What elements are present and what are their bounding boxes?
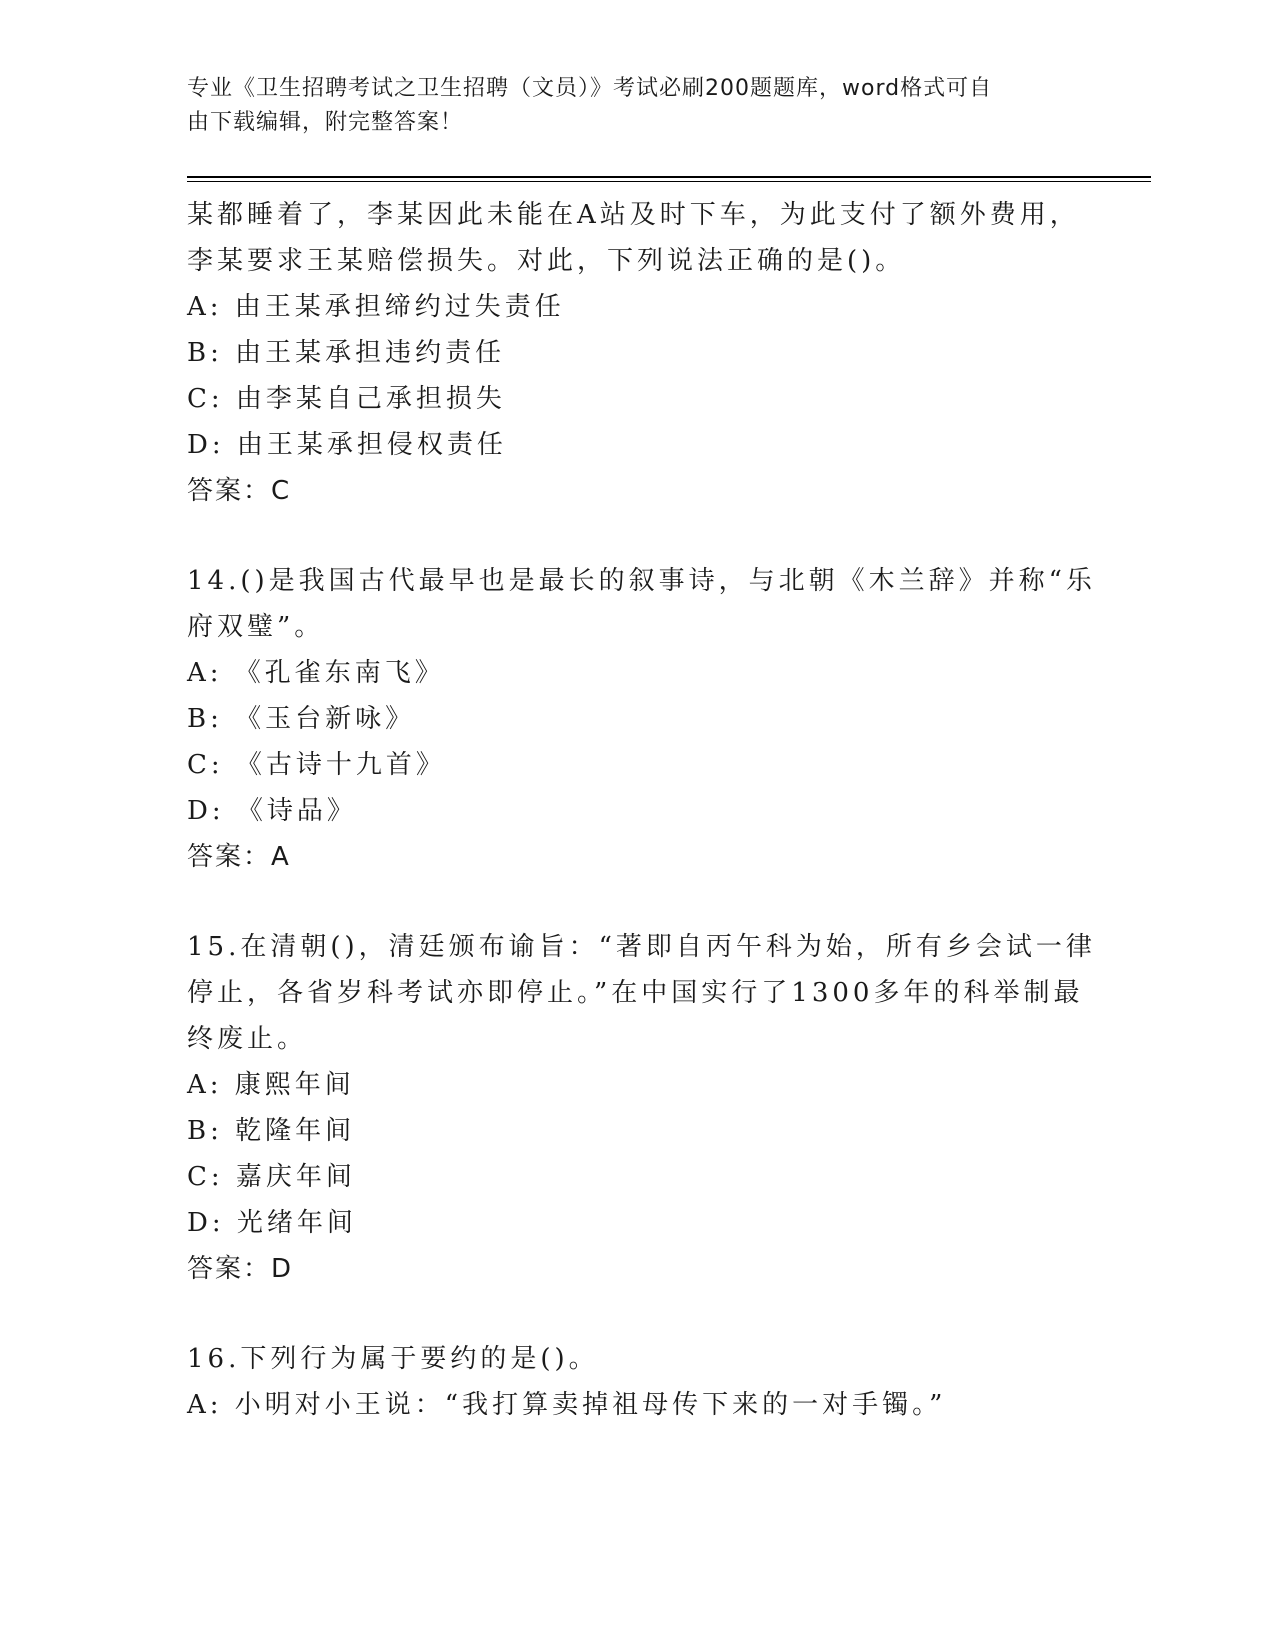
header-rule-thick [187, 176, 1151, 178]
document-header [187, 72, 1067, 140]
question-stem: 李某要求王某赔偿损失。对此，下列说法正确的是()。 [187, 246, 906, 276]
answer-line: 答案：C [187, 476, 292, 506]
option-b: B: 《玉台新咏》 [187, 704, 416, 734]
question-stem: 15.在清朝()，清廷颁布谕旨：“著即自丙午科为始，所有乡会试一律 [187, 932, 1096, 962]
option-b: B: 乾隆年间 [187, 1116, 356, 1146]
question-stem: 终废止。 [187, 1024, 308, 1054]
option-d: D: 《诗品》 [187, 796, 357, 826]
question-list [187, 192, 1096, 1428]
question-stem: 府双璧”。 [187, 612, 325, 642]
question-16 [187, 1336, 1087, 1428]
option-d: D: 光绪年间 [187, 1208, 357, 1238]
option-a: A: 小明对小王说：“我打算卖掉祖母传下来的一对手镯。” [187, 1390, 947, 1420]
option-d: D: 由王某承担侵权责任 [187, 430, 507, 460]
answer-line: 答案：A [187, 842, 291, 872]
question-15 [187, 924, 1096, 1292]
header-line-2: 由下载编辑，附完整答案！ [187, 110, 464, 135]
header-rule-thin [187, 181, 1151, 182]
option-c: C: 嘉庆年间 [187, 1162, 356, 1192]
option-a: A: 《孔雀东南飞》 [187, 658, 445, 688]
question-stem: 停止，各省岁科考试亦即停止。”在中国实行了1300多年的科举制最 [187, 978, 1084, 1008]
question-stem: 16.下列行为属于要约的是()。 [187, 1344, 599, 1374]
option-c: C: 由李某自己承担损失 [187, 384, 506, 414]
option-a: A: 康熙年间 [187, 1070, 355, 1100]
option-a: A: 由王某承担缔约过失责任 [187, 292, 565, 322]
answer-line: 答案：D [187, 1254, 294, 1284]
header-line-1: 专业《卫生招聘考试之卫生招聘（文员）》考试必刷200题题库，word格式可自 [187, 76, 993, 101]
question-13 [187, 192, 1087, 514]
question-stem: 某都睡着了，李某因此未能在A站及时下车，为此支付了额外费用， [187, 200, 1080, 230]
question-stem: 14.()是我国古代最早也是最长的叙事诗，与北朝《木兰辞》并称“乐 [187, 566, 1096, 596]
question-14 [187, 558, 1096, 880]
option-b: B: 由王某承担违约责任 [187, 338, 506, 368]
option-c: C: 《古诗十九首》 [187, 750, 446, 780]
